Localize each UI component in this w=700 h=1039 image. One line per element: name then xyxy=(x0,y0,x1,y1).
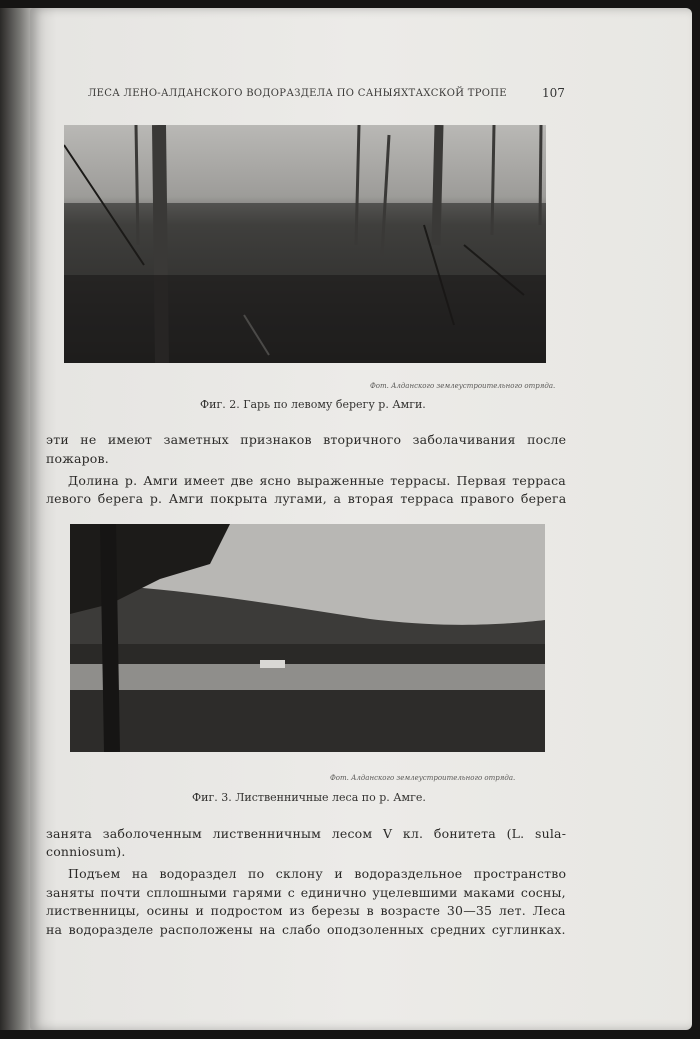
text-line: заняты почти сплошными гарями с единично уцелевшими маками сосны, xyxy=(46,885,566,900)
figure-2-photo xyxy=(64,125,546,363)
figure-3-photo xyxy=(70,524,545,752)
figure-3-caption: Фиг. 3. Лиственничные леса по р. Амге. xyxy=(192,791,426,804)
figure-2-caption: Фиг. 2. Гарь по левому берегу р. Амги. xyxy=(200,398,426,411)
figure-2-credit: Фот. Алданского землеустроительного отряда. xyxy=(370,382,556,390)
page-number: 107 xyxy=(542,86,565,100)
text-line: на водоразделе расположены на слабо оподзоленных средних суглинках. xyxy=(46,922,566,937)
figure-3-credit: Фот. Алданского землеустроительного отряда. xyxy=(330,774,516,782)
text-line: лиственницы, осины и подростом из березы в возрасте 30—35 лет. Леса xyxy=(46,903,566,918)
text-line: Долина р. Амги имеет две ясно выраженные террасы. Первая терраса xyxy=(68,473,566,488)
text-line: занята заболоченным лиственничным лесом V кл. бонитета (L. sula- xyxy=(46,826,567,841)
book-spine xyxy=(0,8,34,1030)
text-line: левого берега р. Амги покрыта лугами, а вторая терраса правого берега xyxy=(46,491,567,506)
text-line: эти не имеют заметных признаков вторичного заболачивания после xyxy=(46,432,567,447)
text-line: Подъем на водораздел по склону и водораздельное пространство xyxy=(68,866,567,881)
text-line: пожаров. xyxy=(46,451,109,466)
running-head: ЛЕСА ЛЕНО-АЛДАНСКОГО ВОДОРАЗДЕЛА ПО САНЫЯХТАХСКОЙ ТРОПЕ xyxy=(88,88,507,99)
text-line: conniosum). xyxy=(46,844,126,859)
